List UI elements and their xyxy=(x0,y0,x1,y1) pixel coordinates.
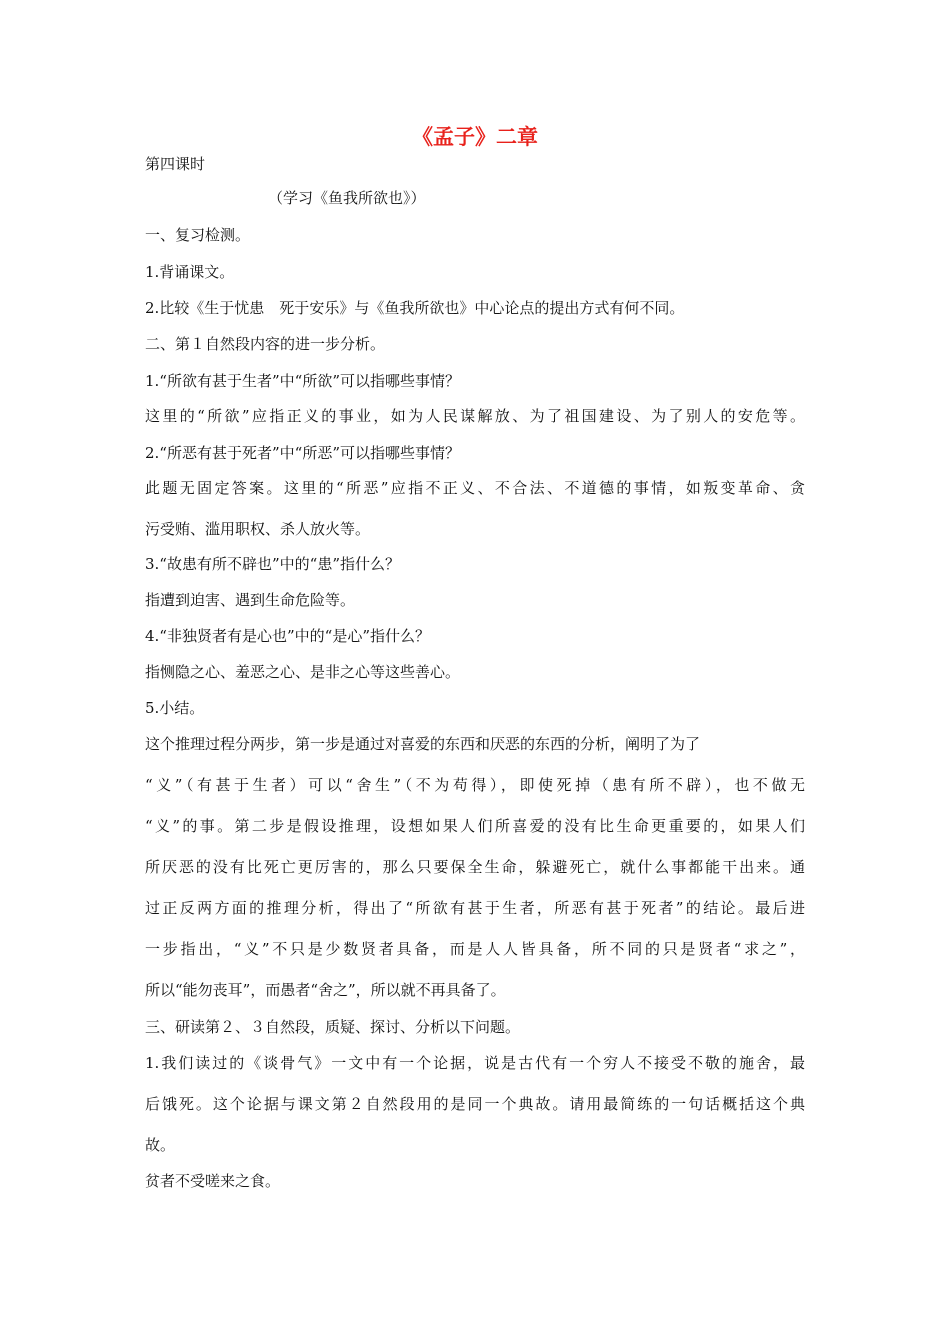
question-line: 3.“故患有所不辟也”中的“患”指什么？ xyxy=(145,555,400,573)
answer-line: 贫者不受嗟来之食。 xyxy=(145,1172,281,1190)
answer-line: 污受贿、滥用职权、杀人放火等。 xyxy=(145,520,371,538)
question-line: 2.比较《生于忧患 死于安乐》与《鱼我所欲也》中心论点的提出方式有何不同。 xyxy=(145,299,685,317)
summary-line: 过正反两方面的推理分析，得出了“所欲有甚于生者，所恶有甚于死者”的结论。最后进 xyxy=(145,899,805,917)
answer-line: 指遭到迫害、遇到生命危险等。 xyxy=(145,591,356,609)
document-title: 《孟子》二章 xyxy=(412,124,538,149)
summary-line: 这个推理过程分两步，第一步是通过对喜爱的东西和厌恶的东西的分析，阐明了为了 xyxy=(145,735,701,753)
answer-line: 指恻隐之心、羞恶之心、是非之心等这些善心。 xyxy=(145,663,461,681)
question-line: 1.“所欲有甚于生者”中“所欲”可以指哪些事情？ xyxy=(145,372,460,390)
question-line: 1.我们读过的《谈骨气》一文中有一个论据，说是古代有一个穷人不接受不敬的施舍，最 xyxy=(145,1054,805,1072)
summary-line: “义”的事。第二步是假设推理，设想如果人们所喜爱的没有比生命更重要的，如果人们 xyxy=(145,817,805,835)
section-heading-paragraphs-2-3: 三、研读第２、３自然段，质疑、探讨、分析以下问题。 xyxy=(145,1018,521,1036)
lesson-label: 第四课时 xyxy=(145,155,206,173)
question-line: 后饿死。这个论据与课文第２自然段用的是同一个典故。请用最简练的一句话概括这个典 xyxy=(145,1095,805,1113)
section-heading-paragraph-1: 二、第１自然段内容的进一步分析。 xyxy=(145,335,386,353)
answer-line: 此题无固定答案。这里的“所恶”应指不正义、不合法、不道德的事情，如叛变革命、贪 xyxy=(145,479,805,497)
answer-line: 这里的“所欲”应指正义的事业，如为人民谋解放、为了祖国建设、为了别人的安危等。 xyxy=(145,407,805,425)
section-heading-review: 一、复习检测。 xyxy=(145,226,251,244)
summary-line: “义”（有甚于生者）可以“舍生”（不为苟得），即使死掉（患有所不辟），也不做无 xyxy=(145,776,805,794)
lesson-subtitle: （学习《鱼我所欲也》） xyxy=(268,189,426,207)
summary-heading: 5.小结。 xyxy=(145,699,205,717)
question-line: 故。 xyxy=(145,1136,176,1154)
question-line: 1.背诵课文。 xyxy=(145,263,235,281)
summary-line: 所厌恶的没有比死亡更厉害的，那么只要保全生命，躲避死亡，就什么事都能干出来。通 xyxy=(145,858,805,876)
summary-line: 所以“能勿丧耳”，而愚者“舍之”，所以就不再具备了。 xyxy=(145,981,506,999)
summary-line: 一步指出，“义”不只是少数贤者具备，而是人人皆具备，所不同的只是贤者“求之”， xyxy=(145,940,805,958)
question-line: 4.“非独贤者有是心也”中的“是心”指什么？ xyxy=(145,627,430,645)
question-line: 2.“所恶有甚于死者”中“所恶”可以指哪些事情？ xyxy=(145,444,460,462)
